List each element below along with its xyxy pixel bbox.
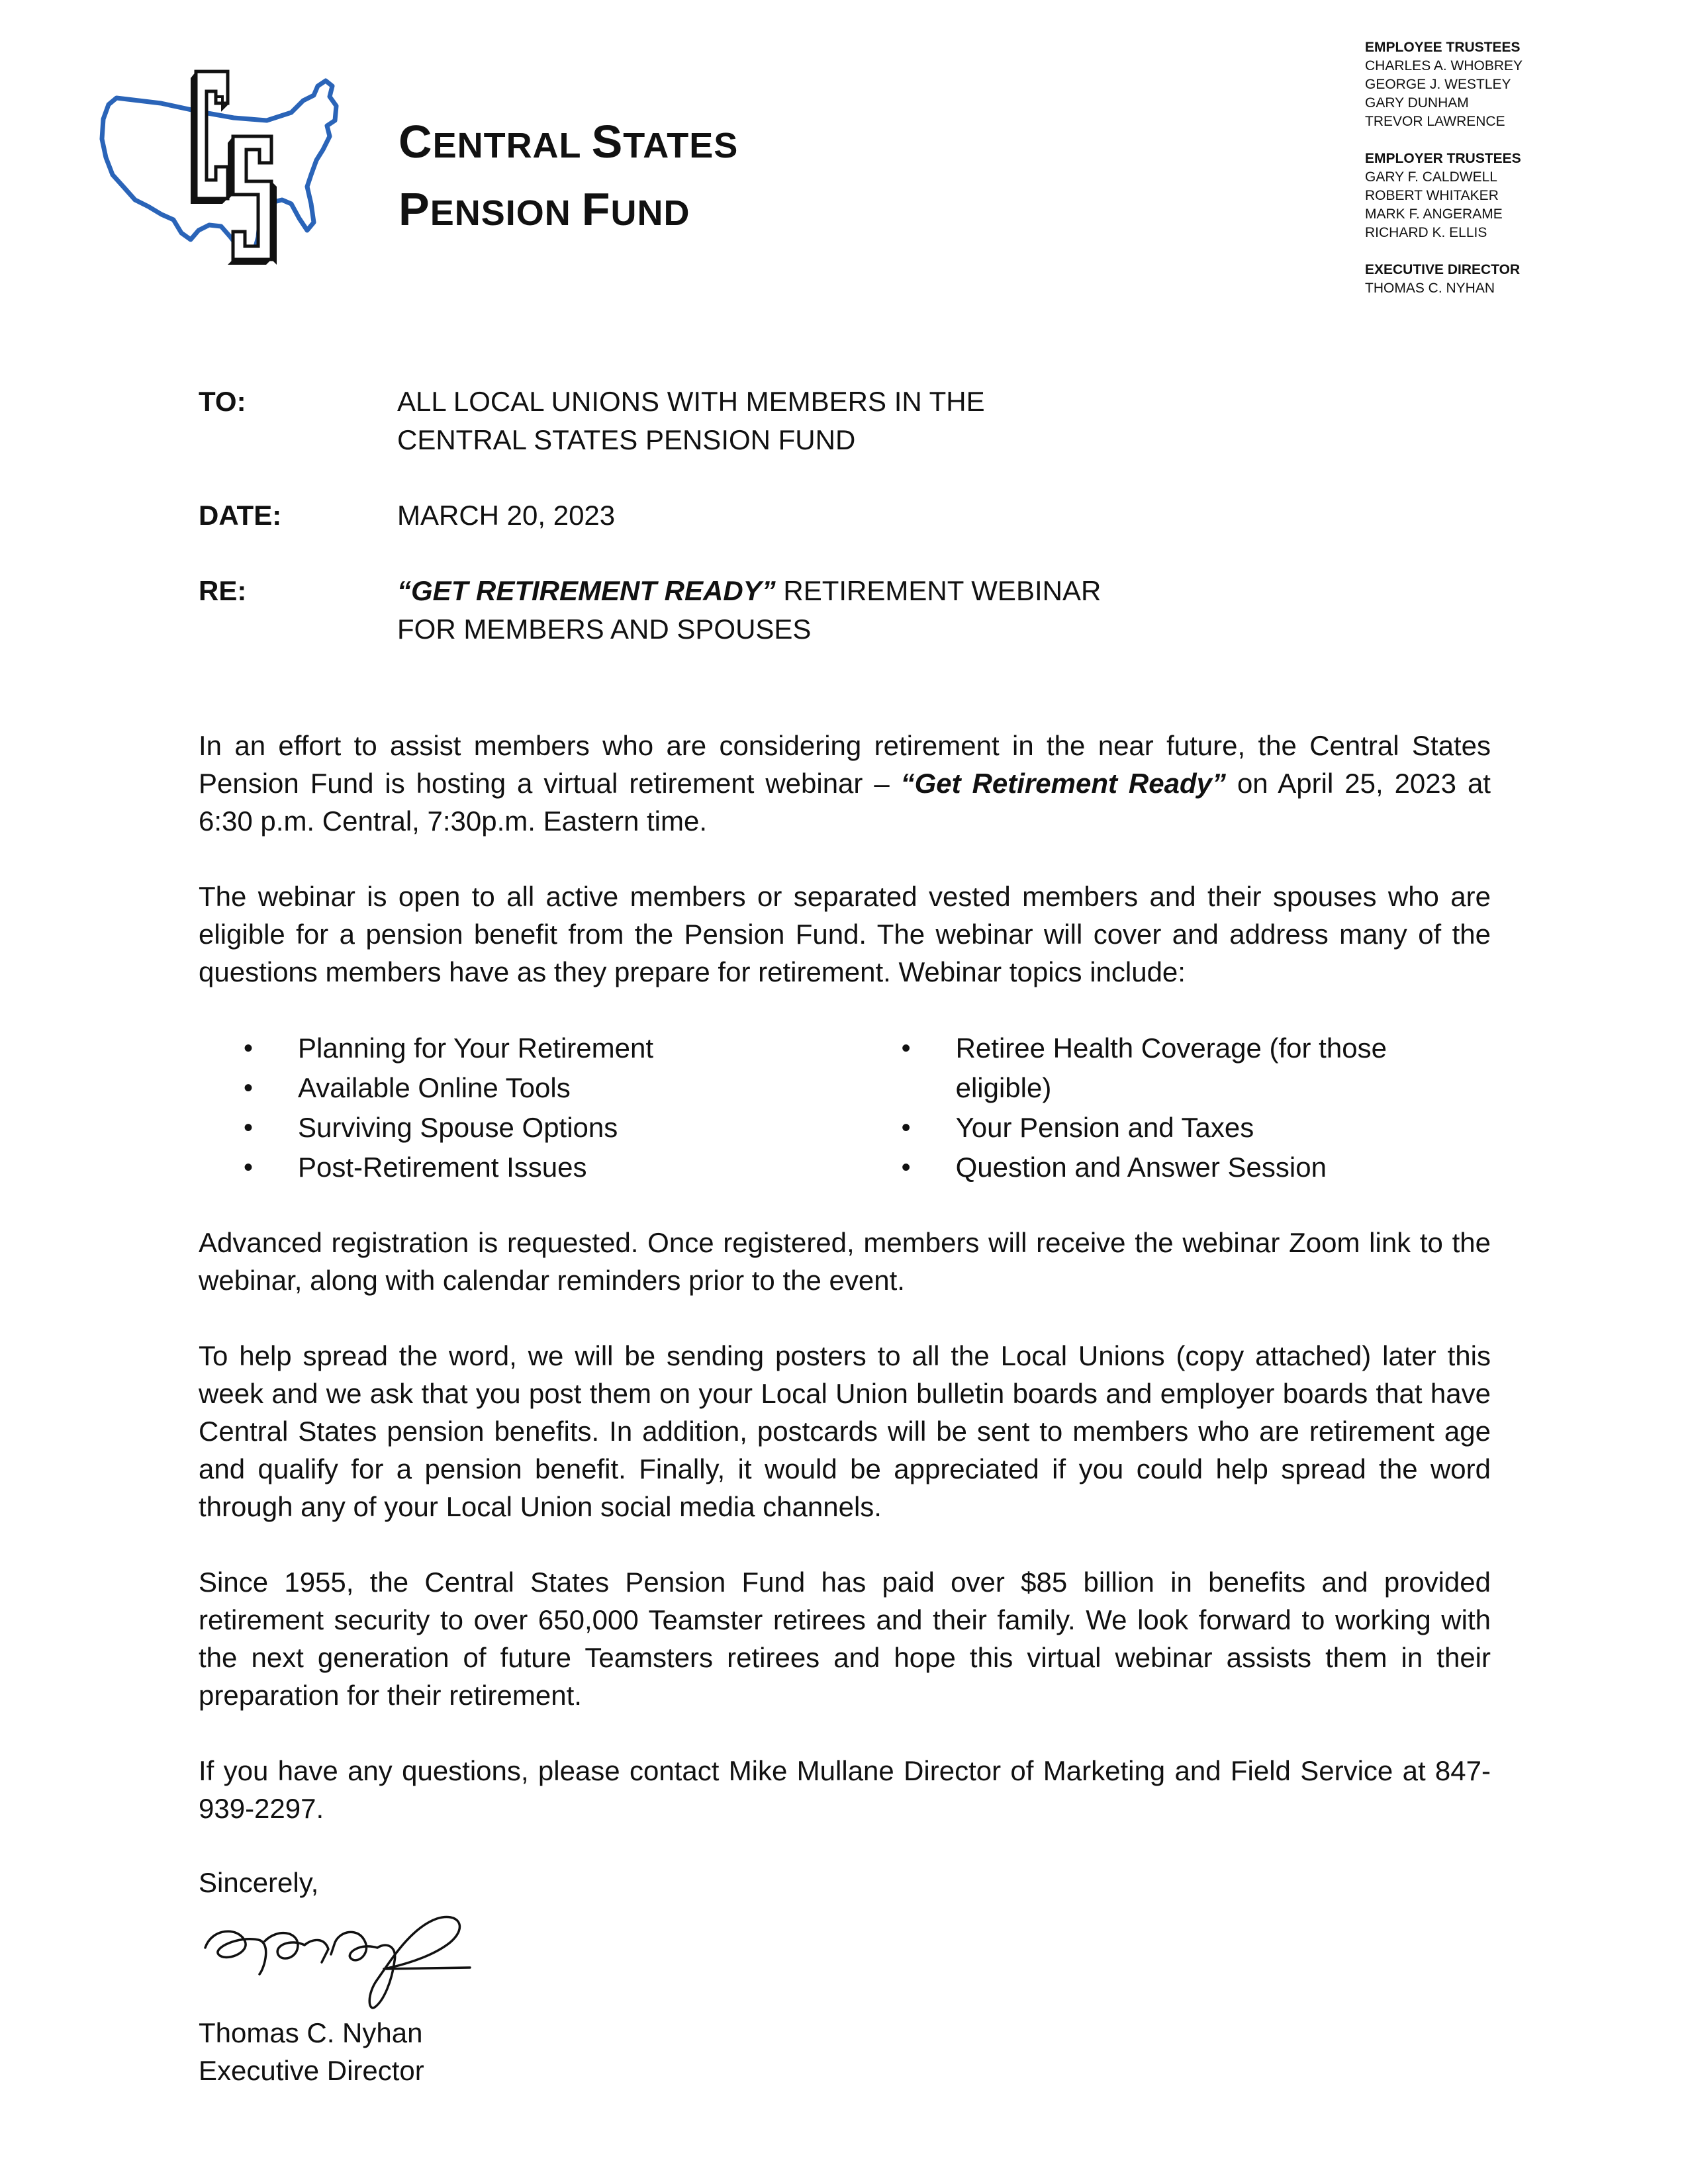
paragraph-eligibility: The webinar is open to all active members or separated vested members and their spouses who are eligible for a pension benefit from the Pension Fund. The webinar will cover and address many of the questions members have as they prepare for retirement. Webinar topics include: xyxy=(199,881,1491,987)
signer-name: Thomas C. Nyhan xyxy=(199,2017,423,2048)
trustee-name: RICHARD K. ELLIS xyxy=(1365,225,1487,240)
topics-right-column xyxy=(857,1028,1489,1187)
memo-date-label: DATE: xyxy=(199,500,282,531)
memo-re-label: RE: xyxy=(199,575,247,606)
executive-director-title: EXECUTIVE DIRECTOR xyxy=(1365,262,1521,277)
employee-trustees xyxy=(1365,38,1523,131)
org-name xyxy=(399,110,738,245)
trustee-name: MARK F. ANGERAME xyxy=(1365,206,1503,222)
memo-date-value: MARCH 20, 2023 xyxy=(397,500,616,531)
memo-date-row xyxy=(199,496,1390,535)
topic-item: • Surviving Spouse Options xyxy=(199,1108,857,1148)
paragraph-history: Since 1955, the Central States Pension Fund has paid over $85 billion in benefits and provided retirement security to over 650,000 Teamster retirees and their family. We look forward to working with the next generation of future Teamsters retirees and hope this virtual webinar assists them in their preparation for their retirement. xyxy=(199,1567,1491,1711)
s-letter-mark xyxy=(228,136,277,265)
memo-to-label: TO: xyxy=(199,386,246,417)
topic-item: • Question and Answer Session xyxy=(857,1148,1489,1187)
salutation: Sincerely, xyxy=(199,1867,319,1898)
memo-re-row xyxy=(199,572,1390,649)
memo-re-value xyxy=(397,572,1390,649)
trustee-name: CHARLES A. WHOBREY xyxy=(1365,58,1523,73)
signer-title: Executive Director xyxy=(199,2055,424,2086)
topic-item: • Post-Retirement Issues xyxy=(199,1148,857,1187)
intro-text-after: on April 25, 2023 at 6:30 p.m. Central, 7:30p.m. Eastern time. xyxy=(199,768,1491,837)
topics-left-column xyxy=(199,1028,857,1187)
memo-to-row xyxy=(199,383,1390,459)
topic-item: • Available Online Tools xyxy=(199,1068,857,1108)
memo-re-line1 xyxy=(397,572,1390,610)
letter-body xyxy=(199,727,1489,2089)
fund-logo xyxy=(98,57,409,275)
employer-trustees xyxy=(1365,150,1523,242)
paragraph-registration: Advanced registration is requested. Once registered, members will receive the webinar Zoom link to the webinar, along with calendar reminders prior to the event. xyxy=(199,1227,1491,1296)
memo-to-value xyxy=(397,383,1390,459)
webinar-topics xyxy=(199,1028,1489,1187)
topic-item: • Your Pension and Taxes xyxy=(857,1108,1489,1148)
intro-text-before: In an effort to assist members who are considering retirement in the near future, the Central States Pension Fund is hosting a virtual retirement webinar – xyxy=(199,730,1491,799)
org-name-line2: PENSION FUND xyxy=(399,183,690,235)
memo-header xyxy=(199,383,1390,686)
intro-emphasis: “Get Retirement Ready” xyxy=(900,768,1226,799)
trustee-name: TREVOR LAWRENCE xyxy=(1365,114,1505,129)
employer-trustees-title: EMPLOYER TRUSTEES xyxy=(1365,151,1521,166)
executive-director-name: THOMAS C. NYHAN xyxy=(1365,281,1495,296)
paragraph-intro xyxy=(199,727,1491,840)
trustee-name: ROBERT WHITAKER xyxy=(1365,188,1499,203)
memo-re-rest: RETIREMENT WEBINAR xyxy=(775,575,1102,606)
org-name-line1: CENTRAL STATES xyxy=(399,116,739,167)
executive-director xyxy=(1365,261,1523,298)
trustee-name: GARY DUNHAM xyxy=(1365,95,1469,111)
employee-trustees-title: EMPLOYEE TRUSTEES xyxy=(1365,40,1521,55)
trustee-name: GEORGE J. WESTLEY xyxy=(1365,77,1511,92)
c-letter-mark xyxy=(191,71,228,204)
memo-re-emphasis: “GET RETIREMENT READY” xyxy=(397,575,776,606)
paragraph-spread-word: To help spread the word, we will be sending posters to all the Local Unions (copy attached) later this week and we ask that you post them on your Local Union bulletin boards and employer boards that have Central States pension benefits. In addition, postcards will be sent to members who are retirement age and qualify for a pension benefit. Finally, it would be appreciated if you could help spread the word through any of your Local Union social media channels. xyxy=(199,1340,1491,1522)
topic-item: • Retiree Health Coverage (for those eligible) xyxy=(857,1028,1489,1108)
trustee-name: GARY F. CALDWELL xyxy=(1365,169,1497,185)
memo-to-line1: ALL LOCAL UNIONS WITH MEMBERS IN THE xyxy=(397,386,985,417)
memo-to-line2: CENTRAL STATES PENSION FUND xyxy=(397,424,856,455)
paragraph-contact: If you have any questions, please contact Mike Mullane Director of Marketing and Field Service at 847-939-2297. xyxy=(199,1755,1491,1824)
topic-item: • Planning for Your Retirement xyxy=(199,1028,857,1068)
signoff xyxy=(199,1864,1489,2089)
signature-image xyxy=(199,1901,477,2014)
memo-re-line2: FOR MEMBERS AND SPOUSES xyxy=(397,614,812,645)
trustee-list xyxy=(1365,38,1523,316)
